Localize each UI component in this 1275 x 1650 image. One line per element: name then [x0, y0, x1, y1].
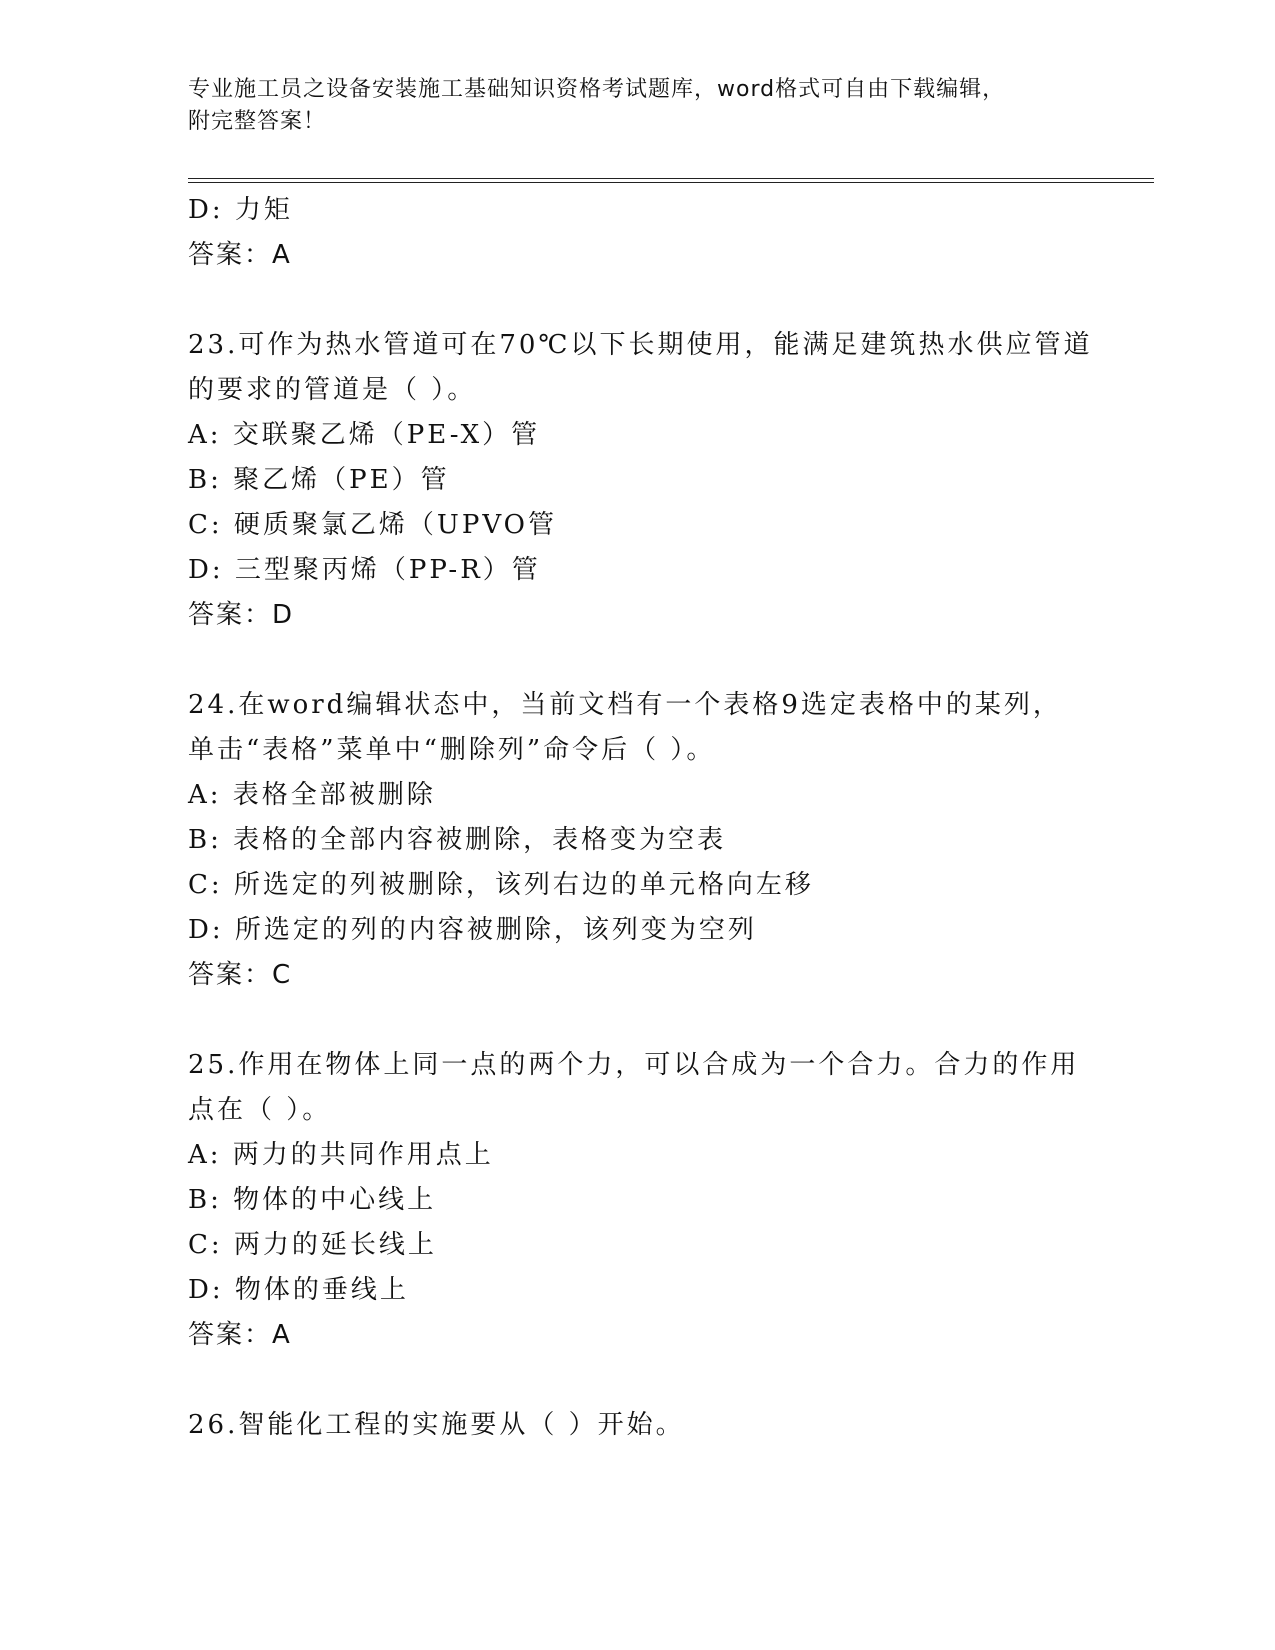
spacer — [188, 998, 1088, 1043]
prev-question-answer: 答案：A — [188, 240, 292, 270]
header-divider — [188, 178, 1154, 183]
question-stem: 25.作用在物体上同一点的两个力，可以合成为一个合力。合力的作用 — [188, 1050, 1080, 1080]
page-header — [188, 74, 1068, 138]
option-c: C: 硬质聚氯乙烯（UPVO管 — [188, 510, 557, 540]
spacer — [188, 278, 1088, 323]
header-title-line-2: 附完整答案！ — [188, 109, 327, 134]
question-stem: 点在（ ）。 — [188, 1095, 332, 1125]
option-a: A: 表格全部被删除 — [188, 780, 436, 810]
question-25 — [188, 1043, 1088, 1358]
answer-label: 答案：D — [188, 600, 295, 630]
option-c: C: 所选定的列被删除，该列右边的单元格向左移 — [188, 870, 814, 900]
spacer — [188, 638, 1088, 683]
option-d: D: 所选定的列的内容被删除，该列变为空列 — [188, 915, 757, 945]
option-a: A: 两力的共同作用点上 — [188, 1140, 494, 1170]
option-b: B: 表格的全部内容被删除，表格变为空表 — [188, 825, 727, 855]
answer-label: 答案：C — [188, 960, 293, 990]
answer-label: 答案：A — [188, 1320, 292, 1350]
question-stem: 的要求的管道是（ ）。 — [188, 375, 477, 405]
option-c: C: 两力的延长线上 — [188, 1230, 437, 1260]
question-stem: 24.在word编辑状态中，当前文档有一个表格9选定表格中的某列， — [188, 690, 1062, 720]
question-stem: 26.智能化工程的实施要从（ ）开始。 — [188, 1410, 685, 1440]
document-body — [188, 188, 1093, 1448]
question-26 — [188, 1403, 1088, 1448]
option-b: B: 物体的中心线上 — [188, 1185, 437, 1215]
option-d: D: 三型聚丙烯（PP-R）管 — [188, 555, 541, 585]
question-24 — [188, 683, 1088, 998]
option-d: D: 物体的垂线上 — [188, 1275, 409, 1305]
spacer — [188, 1358, 1088, 1403]
option-b: B: 聚乙烯（PE）管 — [188, 465, 450, 495]
option-a: A: 交联聚乙烯（PE-X）管 — [188, 420, 541, 450]
question-stem: 单击“表格”菜单中“删除列”命令后（ ）。 — [188, 735, 716, 765]
question-23 — [188, 323, 1093, 638]
prev-question-option-d: D: 力矩 — [188, 195, 293, 225]
question-stem: 23.可作为热水管道可在70℃以下长期使用，能满足建筑热水供应管道 — [188, 330, 1093, 360]
header-title-line-1: 专业施工员之设备安装施工基础知识资格考试题库，word格式可自由下载编辑， — [188, 77, 1006, 102]
